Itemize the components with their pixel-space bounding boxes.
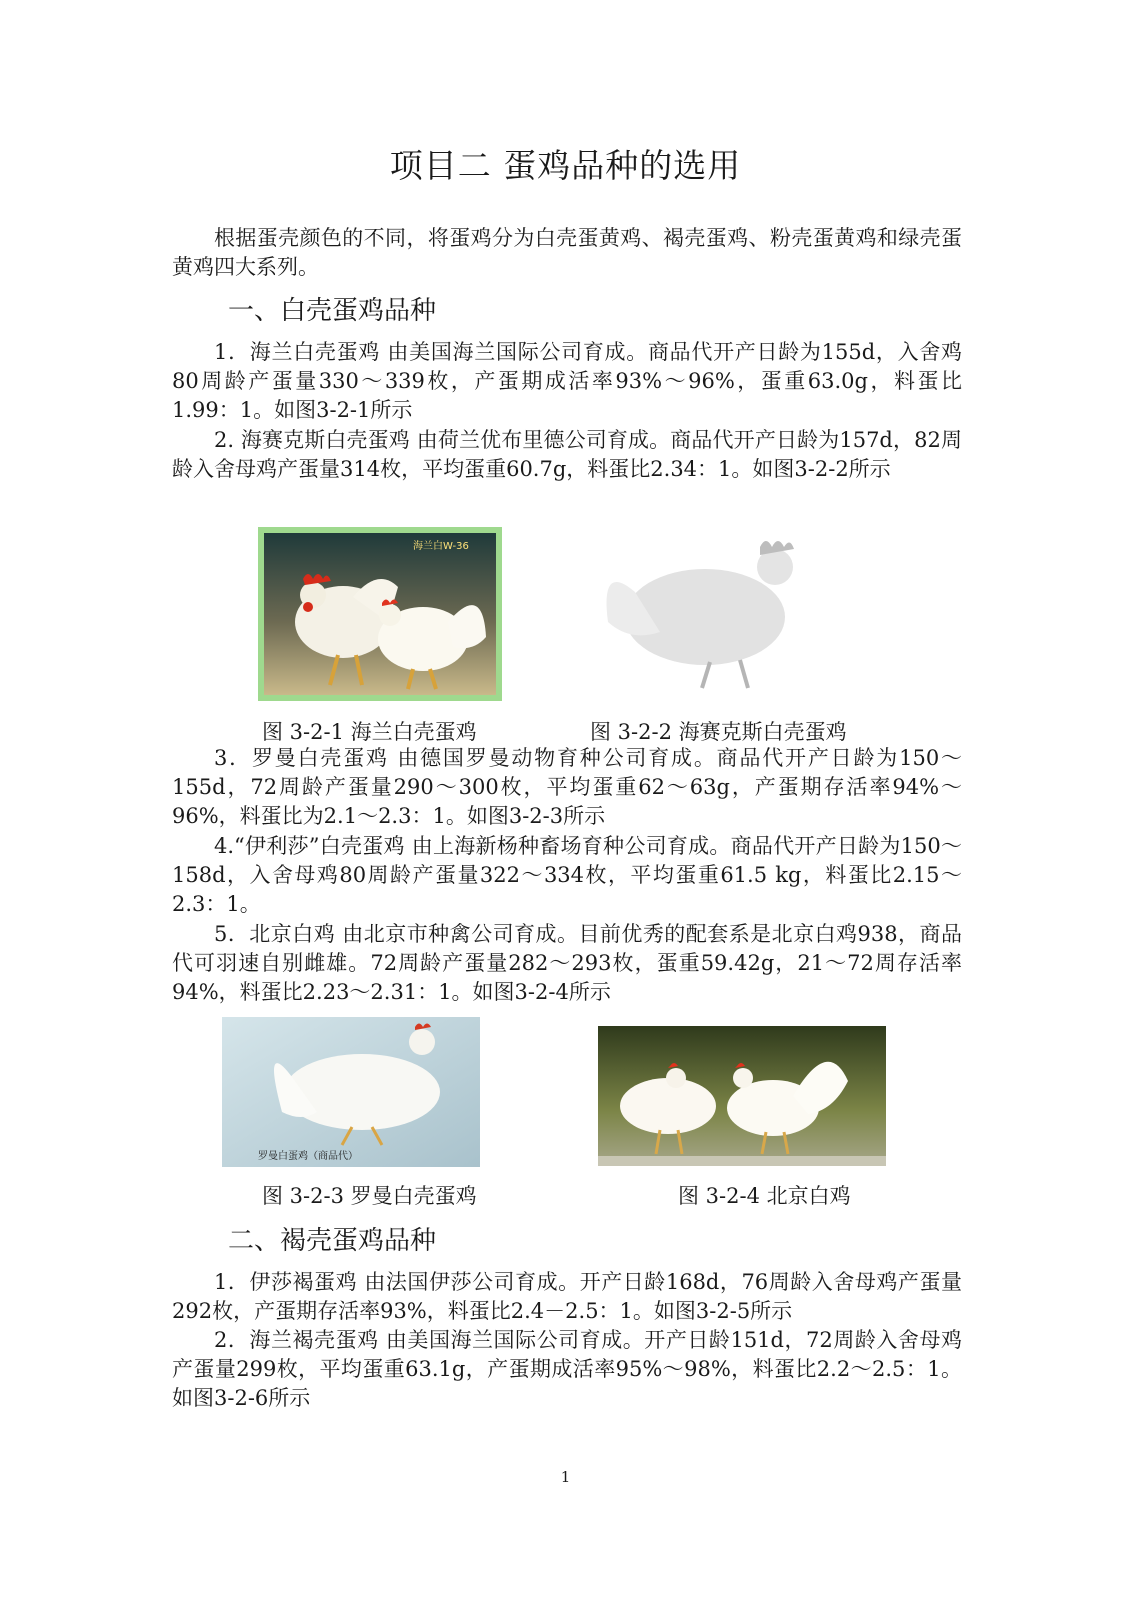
intro-paragraph: 根据蛋壳颜色的不同，将蛋鸡分为白壳蛋黄鸡、褐壳蛋鸡、粉壳蛋黄鸡和绿壳蛋黄鸡四大系列。: [172, 226, 962, 279]
page-title: 项目二 蛋鸡品种的选用: [389, 146, 742, 185]
figure-caption: 图 3-2-2 海赛克斯白壳蛋鸡: [590, 720, 847, 744]
lohmann-white-photo: [222, 1017, 480, 1167]
breed-paragraph: 2．海兰褐壳蛋鸡 由美国海兰国际公司育成。开产日龄151d，72周龄入舍母鸡产蛋量299枚，平均蛋重63.1g，产蛋期成活率95%～98%，料蛋比2.2～2.5：1。如图3-2-6所示: [172, 1328, 962, 1410]
breed-paragraph: 3．罗曼白壳蛋鸡 由德国罗曼动物育种公司育成。商品代开产日龄为150～155d，72周龄产蛋量290～300枚，平均蛋重62～63g，产蛋期存活率94%～96%，料蛋比为2.1～2.3：1。如图3-2-3所示: [172, 746, 962, 828]
beijing-white-photo: [598, 1026, 886, 1166]
breed-paragraph: 2. 海赛克斯白壳蛋鸡 由荷兰优布里德公司育成。商品代开产日龄为157d，82周龄入舍母鸡产蛋量314枚，平均蛋重60.7g，料蛋比2.34：1。如图3-2-2所示: [172, 428, 962, 481]
photo-label: 罗曼白蛋鸡（商品代）: [258, 1151, 358, 1162]
breed-paragraph: 5．北京白鸡 由北京市种禽公司育成。目前优秀的配套系是北京白鸡938，商品代可羽速自别雌雄。72周龄产蛋量282～293枚，蛋重59.42g，21～72周存活率94%，料蛋比2.23～2.31：1。如图3-2-4所示: [172, 922, 962, 1004]
breed-paragraph: 4.“伊利莎”白壳蛋鸡 由上海新杨种畜场育种公司育成。商品代开产日龄为150～158d，入舍母鸡80周龄产蛋量322～334枚，平均蛋重61.5 kg，料蛋比2.15～2.3：1。: [172, 834, 962, 916]
photo-label: 海兰白W-36: [413, 541, 469, 552]
figure-caption: 图 3-2-4 北京白鸡: [678, 1184, 851, 1208]
page-number: 1: [560, 1468, 571, 1486]
hyline-white-photo: [258, 527, 502, 701]
section-heading-brown-shell: 二、褐壳蛋鸡品种: [228, 1226, 437, 1256]
figure-caption: 图 3-2-1 海兰白壳蛋鸡: [262, 720, 477, 744]
hisex-white-photo: [590, 522, 832, 694]
breed-paragraph: 1．伊莎褐蛋鸡 由法国伊莎公司育成。开产日龄168d，76周龄入舍母鸡产蛋量292枚，产蛋期存活率93%，料蛋比2.4－2.5：1。如图3-2-5所示: [172, 1270, 962, 1323]
breed-paragraph: 1．海兰白壳蛋鸡 由美国海兰国际公司育成。商品代开产日龄为155d，入舍鸡80周龄产蛋量330～339枚，产蛋期成活率93%～96%，蛋重63.0g，料蛋比1.99：1。如图3-2-1所示: [172, 340, 962, 422]
figure-caption: 图 3-2-3 罗曼白壳蛋鸡: [262, 1184, 477, 1208]
section-heading-white-shell: 一、白壳蛋鸡品种: [228, 296, 437, 326]
